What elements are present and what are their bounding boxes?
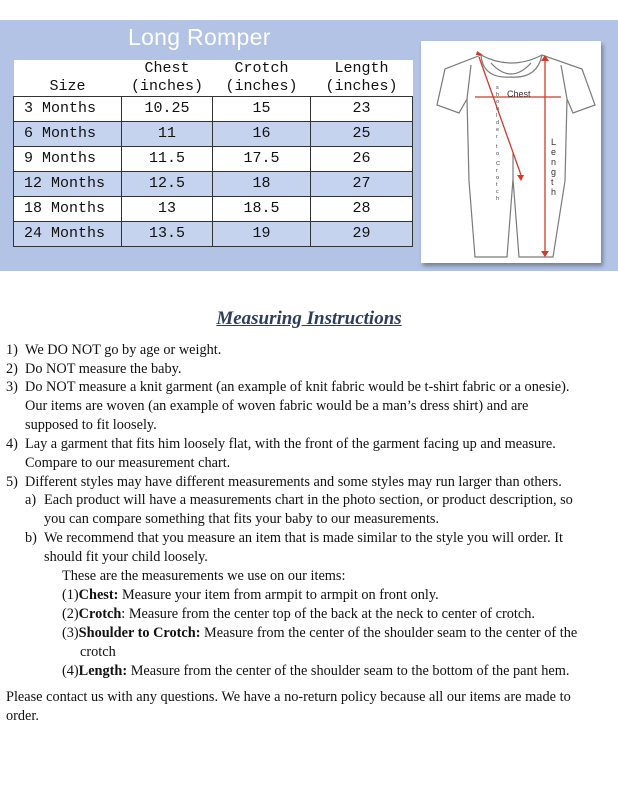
svg-text:n: n: [551, 157, 557, 167]
svg-text:e: e: [551, 147, 557, 157]
instruction-line: should fit your child loosely.: [44, 549, 208, 565]
chest-label: Chest: [507, 89, 531, 99]
measure-shoulder-to-crotch-cont: crotch: [80, 644, 116, 660]
instruction-line: 3) Do NOT measure a knit garment (an example of knit fabric would be t-shirt fabric or a onesie).: [6, 379, 570, 395]
romper-measurement-diagram: [421, 41, 601, 263]
instruction-line: 1) We DO NOT go by age or weight.: [6, 342, 222, 358]
header-crotch: Crotch (inches): [213, 60, 311, 97]
header-length: Length (inches): [311, 60, 413, 97]
table-row: [14, 172, 413, 197]
svg-text:L: L: [551, 137, 557, 147]
instruction-line: a) Each product will have a measurements chart in the photo section, or product description, so: [25, 492, 573, 508]
cell-length: 23: [311, 97, 413, 122]
svg-text:s: s: [496, 85, 499, 91]
svg-text:g: g: [551, 167, 557, 177]
svg-text:h: h: [496, 196, 500, 202]
svg-text:c: c: [496, 189, 499, 195]
instructions-heading: Measuring Instructions: [216, 308, 402, 329]
measure-length: (4)Length: Measure from the center of the shoulder seam to the bottom of the pant hem.: [62, 663, 570, 679]
shoulder-to-crotch-label: [496, 85, 500, 202]
measure-crotch: (2)Crotch: Measure from the center top of the back at the neck to center of crotch.: [62, 606, 535, 622]
table-row: [14, 197, 413, 222]
cell-length: 29: [311, 222, 413, 247]
svg-text:h: h: [496, 92, 500, 98]
header-size: Size: [14, 60, 122, 97]
cell-size: 12 Months: [14, 172, 122, 197]
length-label: [551, 137, 556, 197]
svg-text:t: t: [496, 144, 498, 150]
cell-chest: 13.5: [122, 222, 213, 247]
svg-text:l: l: [496, 113, 498, 119]
svg-text:t: t: [496, 182, 498, 188]
size-chart-table: [13, 60, 413, 247]
svg-text:u: u: [496, 106, 500, 112]
header-chest: Chest (inches): [122, 60, 213, 97]
cell-chest: 12.5: [122, 172, 213, 197]
cell-length: 28: [311, 197, 413, 222]
cell-crotch: 18: [213, 172, 311, 197]
cell-chest: 10.25: [122, 97, 213, 122]
cell-crotch: 15: [213, 97, 311, 122]
cell-size: 9 Months: [14, 147, 122, 172]
svg-text:d: d: [496, 120, 500, 126]
shoulder-to-crotch-line: [479, 57, 521, 175]
romper-sketch: [421, 41, 601, 263]
table-header-row: [14, 60, 413, 97]
svg-text:C: C: [496, 161, 500, 167]
svg-text:o: o: [496, 175, 500, 181]
contact-note: Please contact us with any questions. We have a no-return policy because all our items are made to: [6, 689, 571, 705]
cell-length: 26: [311, 147, 413, 172]
table-row: [14, 147, 413, 172]
cell-crotch: 18.5: [213, 197, 311, 222]
cell-chest: 11.5: [122, 147, 213, 172]
cell-length: 25: [311, 122, 413, 147]
instruction-line: 5) Different styles may have different measurements and some styles may run larger than others.: [6, 474, 562, 490]
instruction-line: 2) Do NOT measure the baby.: [6, 361, 182, 377]
svg-text:r: r: [496, 134, 498, 140]
table-row: [14, 97, 413, 122]
cell-chest: 11: [122, 122, 213, 147]
cell-size: 6 Months: [14, 122, 122, 147]
svg-text:e: e: [496, 127, 500, 133]
instruction-line: you can compare something that fits your baby to our measurements.: [44, 511, 440, 527]
contact-note-cont: order.: [6, 708, 39, 724]
table-row: [14, 122, 413, 147]
svg-text:t: t: [551, 177, 554, 187]
svg-text:o: o: [496, 99, 500, 105]
svg-text:o: o: [496, 151, 500, 157]
instruction-line: These are the measurements we use on our items:: [62, 568, 346, 584]
svg-text:h: h: [551, 187, 557, 197]
measure-shoulder-to-crotch: (3)Shoulder to Crotch: Measure from the center of the shoulder seam to the center of the: [62, 625, 578, 641]
cell-size: 24 Months: [14, 222, 122, 247]
table-row: [14, 222, 413, 247]
cell-chest: 13: [122, 197, 213, 222]
product-title: Long Romper: [128, 24, 271, 50]
cell-size: 3 Months: [14, 97, 122, 122]
instruction-line: supposed to fit loosely.: [25, 417, 157, 433]
instruction-line: b) We recommend that you measure an item that is made similar to the style you will order. It: [25, 530, 563, 546]
measure-chest: (1)Chest: Measure your item from armpit to armpit on front only.: [62, 587, 439, 603]
svg-text:r: r: [496, 168, 498, 174]
instruction-line: Compare to our measurement chart.: [25, 455, 231, 471]
cell-crotch: 19: [213, 222, 311, 247]
cell-crotch: 17.5: [213, 147, 311, 172]
instruction-line: 4) Lay a garment that fits him loosely flat, with the front of the garment facing up and measure.: [6, 436, 556, 452]
instruction-line: Our items are woven (an example of woven fabric would be a man’s dress shirt) and are: [25, 398, 529, 414]
cell-size: 18 Months: [14, 197, 122, 222]
cell-length: 27: [311, 172, 413, 197]
cell-crotch: 16: [213, 122, 311, 147]
